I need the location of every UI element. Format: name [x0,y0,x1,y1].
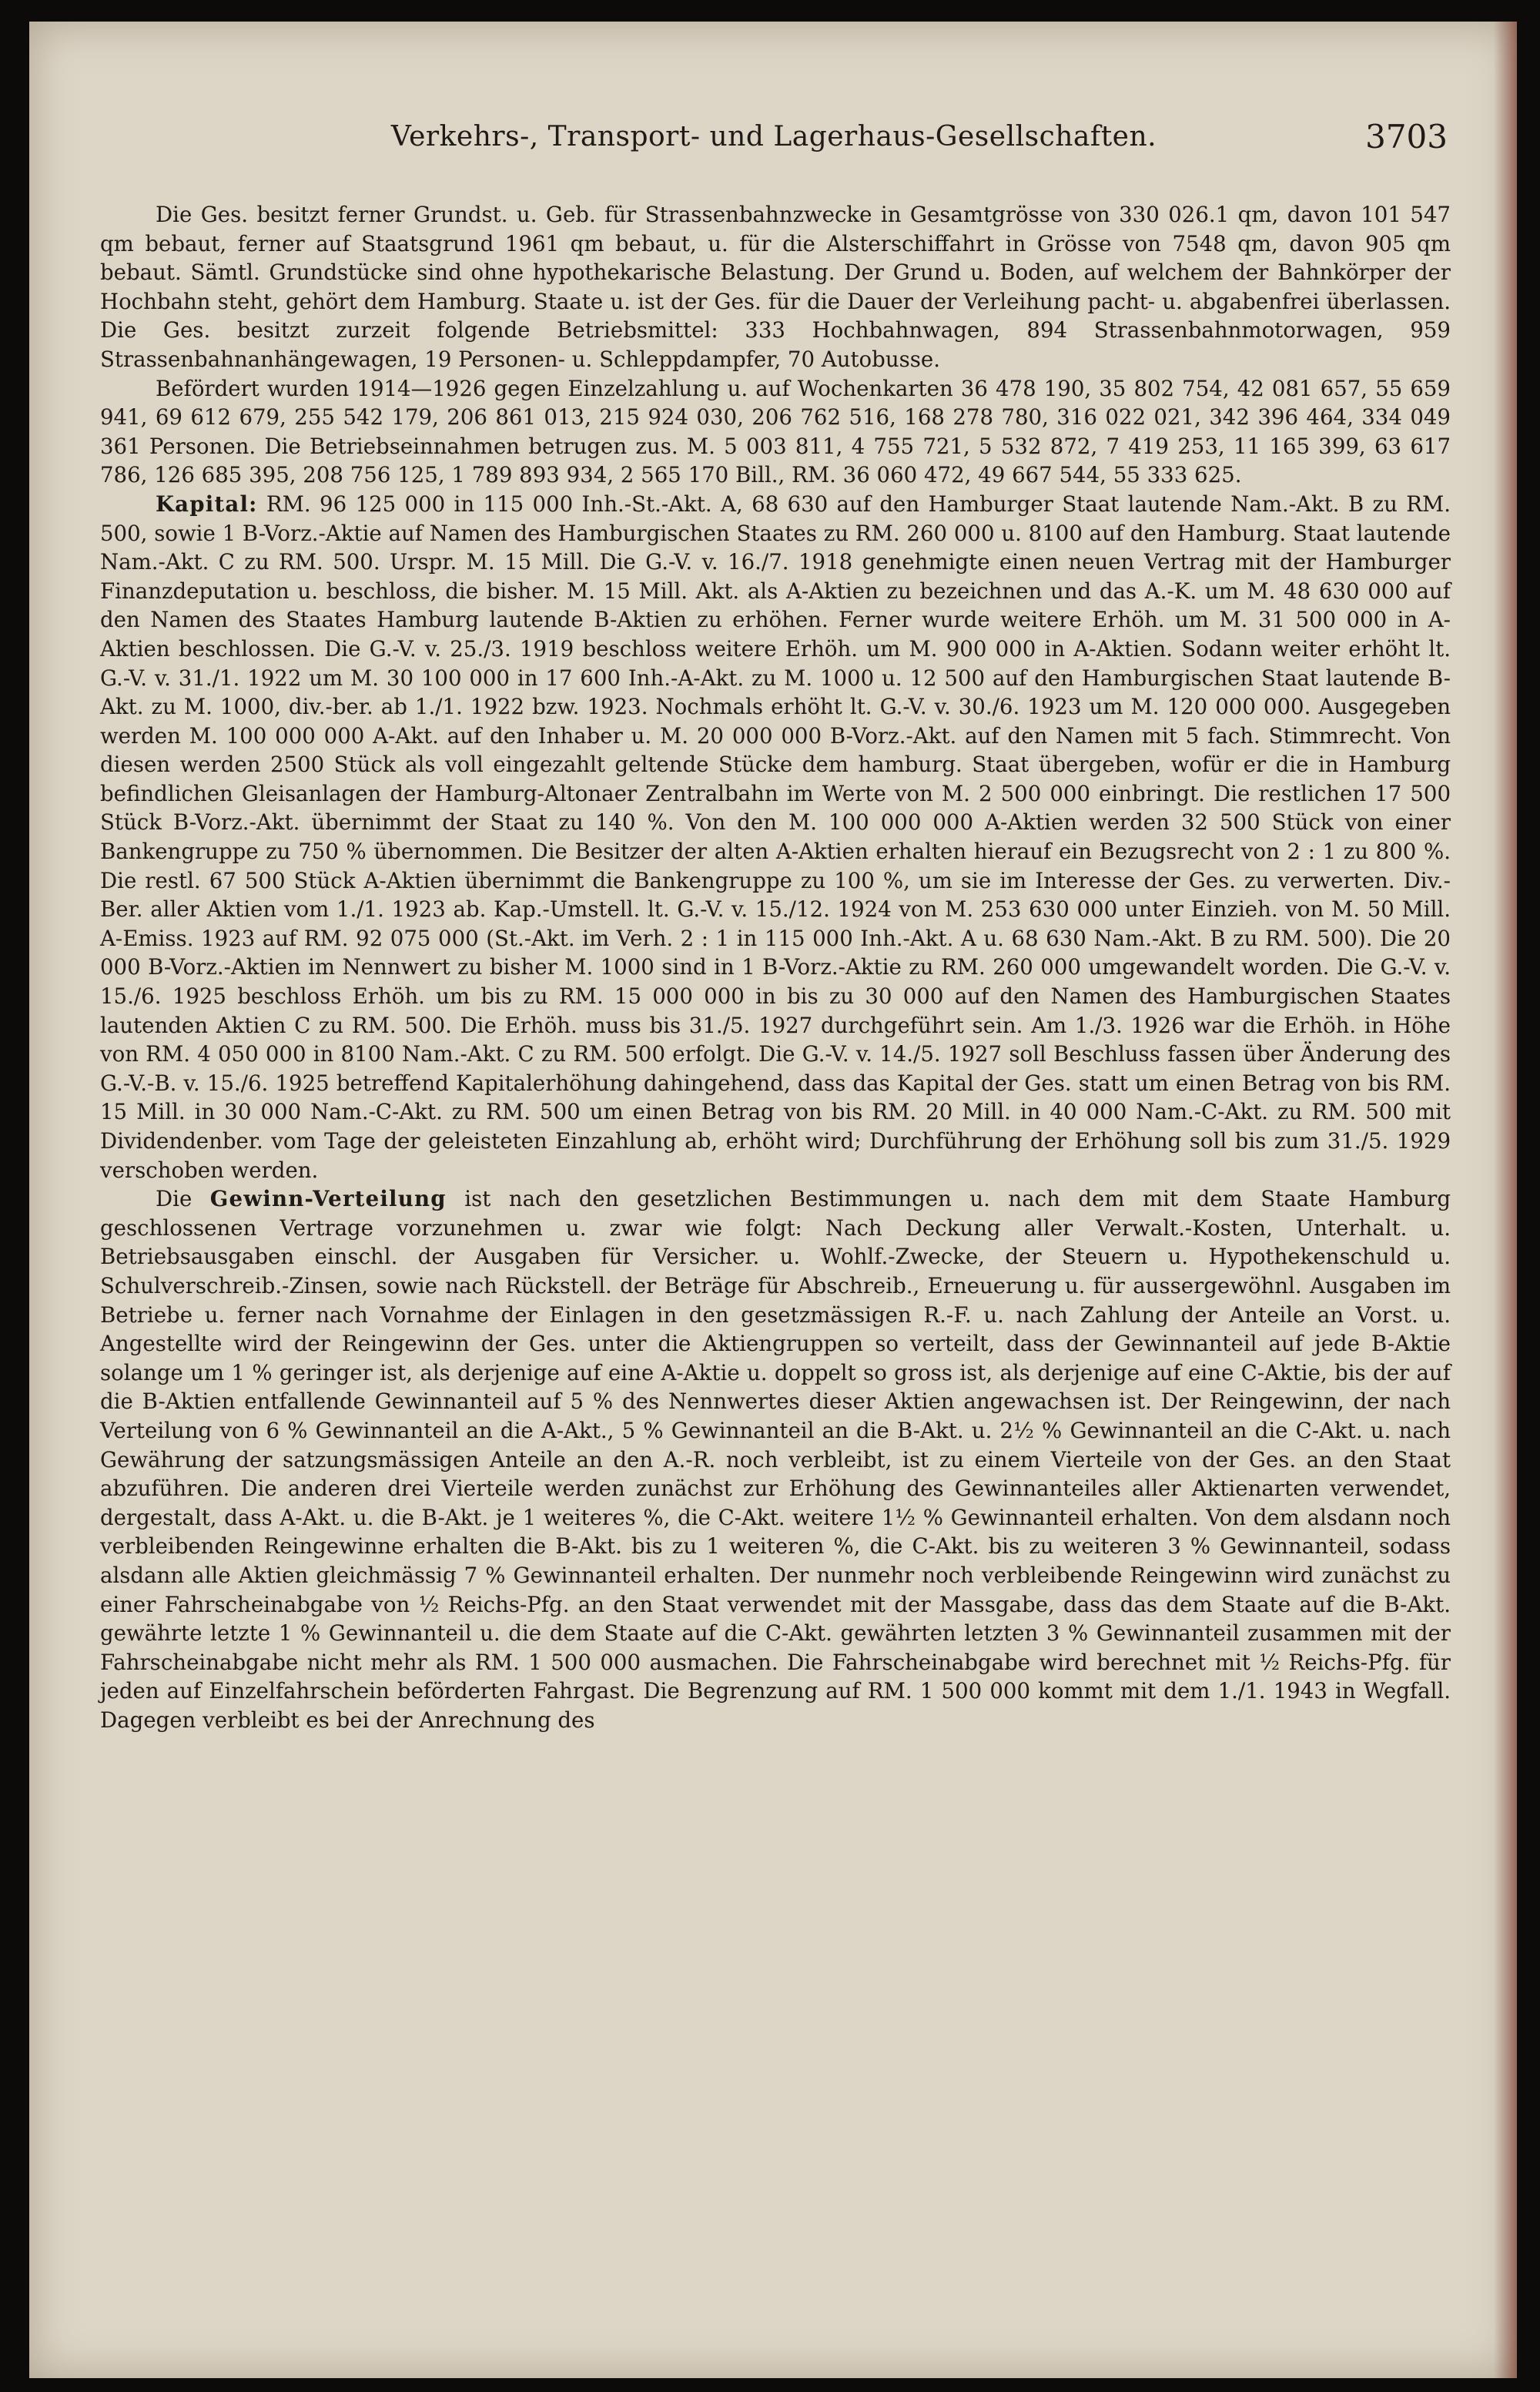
paragraph-gewinn-verteilung [100,1184,1451,1734]
gewinn-prefix: Die [156,1186,192,1212]
header-title: Verkehrs-, Transport- und Lagerhaus-Gesellschaften. [390,121,1157,152]
paragraph-grundstuecke: Die Ges. besitzt ferner Grundst. u. Geb. für Strassenbahnzwecke in Gesamtgrösse von 330 026.1 qm, davon 101 547 qm bebaut, ferner auf Staatsgrund 1961 qm bebaut, u. für die Alsterschiffahrt in Grösse von 7548 qm, davon 905 qm bebaut. Sämtl. Grundstücke sind ohne hypothekarische Belastung. Der Grund u. Boden, auf welchem der Bahnkörper der Hochbahn steht, gehört dem Hamburg. Staate u. ist der Ges. für die Dauer der Verleihung pacht- u. abgabenfrei überlassen. Die Ges. besitzt zurzeit folgende Betriebsmittel: 333 Hochbahnwagen, 894 Strassenbahnmotorwagen, 959 Strassenbahnanhängewagen, 19 Personen- u. Schleppdampfer, 70 Autobusse. [100,202,1451,372]
page-edge-shadow [1494,22,1517,2378]
page-number: 3703 [1365,118,1448,156]
running-header [100,114,1448,168]
kapital-text: RM. 96 125 000 in 115 000 Inh.-St.-Akt. A, 68 630 auf den Hamburger Staat lautende Nam.-Akt. B zu RM. 500, sowie 1 B-Vorz.-Aktie auf Namen des Hamburgischen Staates zu RM. 260 000 u. 8100 auf den Hamburg. Staat lautende Nam.-Akt. C zu RM. 500. Urspr. M. 15 Mill. Die G.-V. v. 16./7. 1918 genehmigte einen neuen Vertrag mit der Hamburger Finanzdeputation u. beschloss, die bisher. M. 15 Mill. Akt. als A-Aktien zu bezeichnen und das A.-K. um M. 48 630 000 auf den Namen des Staates Hamburg lautende B-Aktien zu erhöhen. Ferner wurde weitere Erhöh. um M. 31 500 000 in A-Aktien beschlossen. Die G.-V. v. 25./3. 1919 beschloss weitere Erhöh. um M. 900 000 in A-Aktien. Sodann weiter erhöht lt. G.-V. v. 31./1. 1922 um M. 30 100 000 in 17 600 Inh.-A-Akt. zu M. 1000 u. 12 500 auf den Hamburgischen Staat lautende B-Akt. zu M. 1000, div.-ber. ab 1./1. 1922 bzw. 1923. Nochmals erhöht lt. G.-V. v. 30./6. 1923 um M. 120 000 000. Ausgegeben werden M. 100 000 000 A-Akt. auf den Inhaber u. M. 20 000 000 B-Vorz.-Akt. auf den Namen mit 5 fach. Stimmrecht. Von diesen werden 2500 Stück als voll eingezahlt geltende Stücke dem hamburg. Staat übergeben, wofür er die in Hamburg befindlichen Gleisanlagen der Hamburg-Altonaer Zentralbahn im Werte von M. 2 500 000 einbringt. Die restlichen 17 500 Stück B-Vorz.-Akt. übernimmt der Staat zu 140 %. Von den M. 100 000 000 A-Aktien werden 32 500 Stück von einer Bankengruppe zu 750 % übernommen. Die Besitzer der alten A-Aktien erhalten hierauf ein Bezugsrecht von 2 : 1 zu 800 %. Die restl. 67 500 Stück A-Aktien übernimmt die Bankengruppe zu 100 %, um sie im Interesse der Ges. zu verwerten. Div.-Ber. aller Aktien vom 1./1. 1923 ab. Kap.-Umstell. lt. G.-V. v. 15./12. 1924 von M. 253 630 000 unter Einzieh. von M. 50 Mill. A-Emiss. 1923 auf RM. 92 075 000 (St.-Akt. im Verh. 2 : 1 in 115 000 Inh.-Akt. A u. 68 630 Nam.-Akt. B zu RM. 500). Die 20 000 B-Vorz.-Aktien im Nennwert zu bisher M. 1000 sind in 1 B-Vorz.-Aktie zu RM. 260 000 umgewandelt worden. Die G.-V. v. 15./6. 1925 beschloss Erhöh. um bis zu RM. 15 000 000 in bis zu 30 000 auf den Namen des Hamburgischen Staates lautenden Aktien C zu RM. 500. Die Erhöh. muss bis 31./5. 1927 durchgeführt sein. Am 1./3. 1926 war die Erhöh. in Höhe von RM. 4 050 000 in 8100 Nam.-Akt. C zu RM. 500 erfolgt. Die G.-V. v. 14./5. 1927 soll Beschluss fassen über Änderung des G.-V.-B. v. 15./6. 1925 betreffend Kapitalerhöhung dahingehend, dass das Kapital der Ges. statt um einen Betrag von bis RM. 15 Mill. in 30 000 Nam.-C-Akt. zu RM. 500 um einen Betrag von bis RM. 20 Mill. in 40 000 Nam.-C-Akt. zu RM. 500 mit Dividendenber. vom Tage der geleisteten Einzahlung ab, erhöht wird; Durchführung der Erhöhung soll bis zum 31./5. 1929 verschoben werden. [100,491,1451,1183]
paragraph-befoerdert: Befördert wurden 1914—1926 gegen Einzelzahlung u. auf Wochenkarten 36 478 190, 35 802 754, 42 081 657, 55 659 941, 69 612 679, 255 542 179, 206 861 013, 215 924 030, 206 762 516, 168 278 780, 316 022 021, 342 396 464, 334 049 361 Personen. Die Betriebseinnahmen betrugen zus. M. 5 003 811, 4 755 721, 5 532 872, 7 419 253, 11 165 399, 63 617 786, 126 685 395, 208 756 125, 1 789 893 934, 2 565 170 Bill., RM. 36 060 472, 49 667 544, 55 333 625. [100,375,1451,488]
kapital-heading: Kapital: [156,491,258,517]
gewinn-verteilung-heading: Gewinn-Verteilung [209,1186,447,1212]
body-text [100,200,1451,1734]
paragraph-kapital [100,490,1451,1184]
gewinn-text: ist nach den gesetzlichen Bestimmungen u. nach dem mit dem Staate Hamburg geschlossenen Vertrage vorzunehmen u. zwar wie folgt: Nach Deckung aller Verwalt.-Kosten, Unterhalt. u. Betriebsausgaben einschl. der Ausgaben für Versicher. u. Wohlf.-Zwecke, der Steuern u. Hypothekenschuld u. Schulverschreib.-Zinsen, sowie nach Rückstell. der Beträge für Abschreib., Erneuerung u. für aussergewöhnl. Ausgaben im Betriebe u. ferner nach Vornahme der Einlagen in den gesetzmässigen R.-F. u. nach Zahlung der Anteile an Vorst. u. Angestellte wird der Reingewinn der Ges. unter die Aktiengruppen so verteilt, dass der Gewinnanteil auf jede B-Aktie solange um 1 % geringer ist, als derjenige auf eine A-Aktie u. doppelt so gross ist, als derjenige auf eine C-Aktie, bis der auf die B-Aktien entfallende Gewinnanteil auf 5 % des Nennwertes dieser Aktien angewachsen ist. Der Reingewinn, der nach Verteilung von 6 % Gewinnanteil an die A-Akt., 5 % Gewinnanteil an die B-Akt. u. 2½ % Gewinnanteil an die C-Akt. u. nach Gewährung der satzungsmässigen Anteile an den A.-R. noch verbleibt, ist zu einem Vierteile von der Ges. an den Staat abzuführen. Die anderen drei Vierteile werden zunächst zur Erhöhung des Gewinnanteiles aller Aktienarten verwendet, dergestalt, dass A-Akt. u. die B-Akt. je 1 weiteres %, die C-Akt. weitere 1½ % Gewinnanteil erhalten. Von dem alsdann noch verbleibenden Reingewinne erhalten die B-Akt. bis zu 1 weiteren %, die C-Akt. bis zu weiteren 3 % Gewinnanteil, sodass alsdann alle Aktien gleichmässig 7 % Gewinnanteil erhalten. Der nunmehr noch verbleibende Reingewinn wird zunächst zu einer Fahrscheinabgabe von ½ Reichs-Pfg. an den Staat verwendet mit der Massgabe, dass das dem Staate auf die B-Akt. gewährte letzte 1 % Gewinnanteil u. die dem Staate auf die C-Akt. gewährten letzten 3 % Gewinnanteil zusammen mit der Fahrscheinabgabe nicht mehr als RM. 1 500 000 ausmachen. Die Fahrscheinabgabe wird berechnet mit ½ Reichs-Pfg. für jeden auf Einzelfahrschein beförderten Fahrgast. Die Begrenzung auf RM. 1 500 000 kommt mit dem 1./1. 1943 in Wegfall. Dagegen verbleibt es bei der Anrechnung des [100,1186,1451,1733]
